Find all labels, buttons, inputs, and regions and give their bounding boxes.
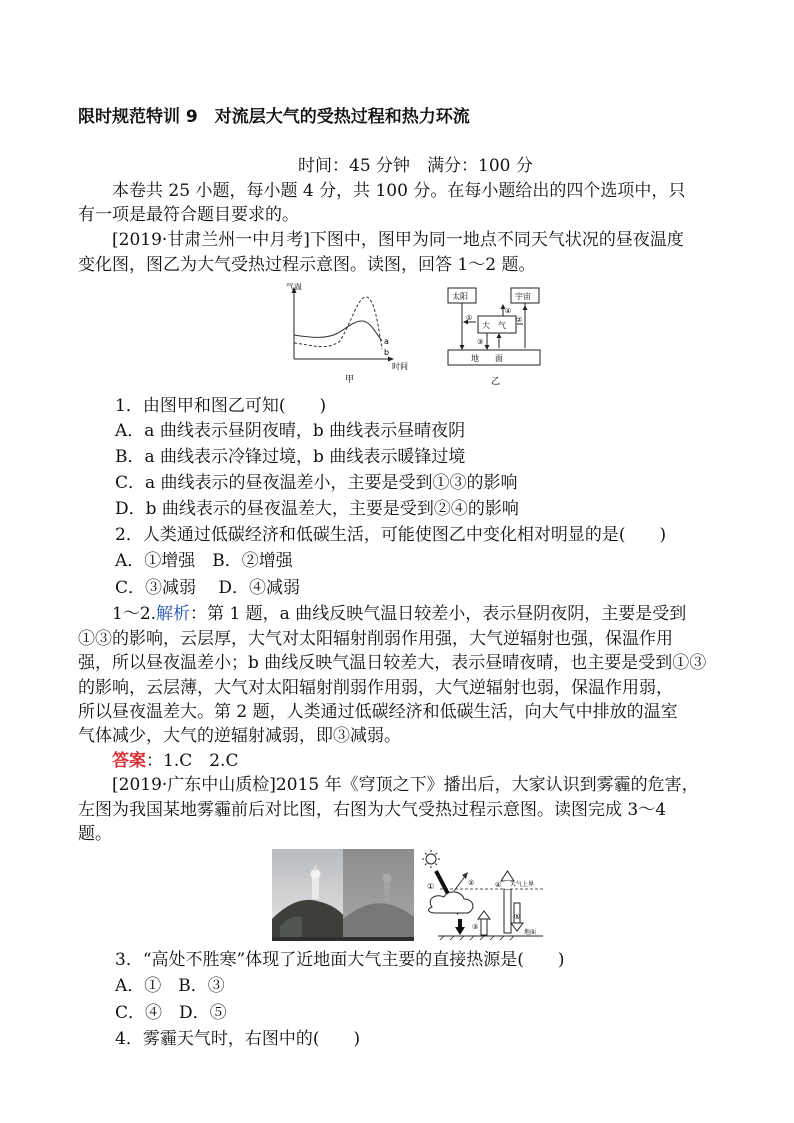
q1-stem: 1．由图甲和图乙可知( ): [115, 396, 327, 416]
q3-options-ab: A．① B．③: [115, 976, 225, 996]
analysis-text-1: ：第 1 题，a 曲线反映气温日较差小，表示昼阴夜阴，主要是受到: [190, 604, 687, 624]
arrow-head: [485, 345, 490, 350]
ground-label: 地 面: [471, 354, 503, 363]
curve-a-label: a: [384, 337, 389, 346]
smog-pagoda-dome: [383, 874, 392, 883]
arrow-4-neck: [505, 881, 511, 889]
analysis-line-5: 所以昼夜温差大。第 2 题，人类通过低碳经济和低碳生活，向大气中排放的温室: [78, 702, 678, 722]
ground-hatching: [440, 936, 514, 940]
arrow-head: [497, 333, 502, 338]
figure-yi-caption: 乙: [491, 377, 501, 387]
label-4: ④: [505, 307, 512, 315]
q2-options-ab: A．①增强 B．②增强: [115, 551, 293, 571]
intro-line-2: 有一项是最符合题目要求的。: [78, 205, 299, 225]
arrow-5-head: [511, 923, 523, 931]
sun-label: 太阳: [452, 292, 468, 301]
x-axis-arrow: [388, 357, 394, 362]
arrow-4-head: [501, 871, 514, 881]
analysis-label: 解析: [156, 604, 191, 624]
label-2: ②: [468, 879, 475, 887]
set2-context-line-1: [2019·广东中山质检]2015 年《穹顶之下》播出后，大家认识到雾霾的危害，: [112, 775, 699, 795]
atmosphere-label: 大 气: [482, 321, 506, 330]
label-5: ⑤: [514, 913, 521, 921]
upper-atmosphere-label: 大气上界: [510, 881, 535, 888]
q3-stem: 3．“高处不胜寒”体现了近地面大气主要的直接热源是( ): [115, 950, 565, 970]
q1-option-d: D．b 曲线表示的昼夜温差大，主要是受到②④的影响: [115, 499, 519, 519]
set2-context-line-2: 左图为我国某地雾霾前后对比图，右图为大气受热过程示意图。读图完成 3～4: [78, 800, 667, 820]
analysis-line-4: 的影响，云层薄，大气对太阳辐射削弱作用弱，大气逆辐射也弱，保温作用弱，: [78, 678, 673, 698]
axis-ylabel: 气温: [286, 283, 302, 291]
analysis-line-2: ①③的影响，云层厚，大气对太阳辐射削弱作用强，大气逆辐射也强，保温作用: [78, 629, 673, 649]
label-3: ③: [472, 923, 479, 931]
intro-line-1: 本卷共 25 小题，每小题 4 分，共 100 分。在每小题给出的四个选项中，只: [112, 181, 686, 201]
arrow-reflect-head: [462, 872, 468, 879]
curve-a: [294, 321, 382, 341]
ground-label: 地面: [524, 929, 537, 936]
arrow-head: [523, 305, 528, 310]
arrow-head: [460, 345, 465, 350]
arrow-4: [504, 889, 511, 933]
set1-context-line-1: [2019·甘肃兰州一中月考]下图中，图甲为同一地点不同天气状况的昼夜温度: [112, 230, 684, 250]
space-label: 宇宙: [515, 292, 531, 301]
arrow-down-ground-head: [455, 927, 465, 935]
q1-option-c: C．a 曲线表示的昼夜温差小，主要是受到①③的影响: [115, 473, 518, 493]
smog-comparison-photo: [272, 849, 414, 941]
cloud-icon: [429, 892, 473, 913]
figure-yi: [443, 284, 548, 388]
q1-option-a: A．a 曲线表示昼阴夜晴，b 曲线表示昼晴夜阴: [115, 421, 466, 441]
curve-b: [294, 297, 382, 349]
q2-options-cd: C．③减弱 D．④减弱: [115, 578, 301, 598]
analysis-prefix: 1～2.: [112, 604, 157, 624]
q2-stem: 2．人类通过低碳经济和低碳生活，可能使图乙中变化相对明显的是( ): [115, 525, 667, 545]
label-1: ①: [427, 882, 435, 891]
q4-stem: 4．雾霾天气时，右图中的( ): [115, 1029, 361, 1049]
answer-line: [112, 750, 238, 772]
label-2: ②: [516, 316, 523, 324]
set2-context-line-3: 题。: [78, 824, 112, 844]
exam-meta: 时间：45 分钟 满分：100 分: [298, 156, 533, 176]
axis-xlabel: 时间: [392, 362, 408, 371]
photo-bottom-edge: [272, 937, 414, 941]
figure-jia: [282, 283, 422, 388]
q3-options-cd: C．④ D．⑤: [115, 1003, 227, 1023]
figure-jia-caption: 甲: [345, 375, 355, 385]
arrow-3-shaft: [481, 919, 487, 935]
sun-icon: [422, 850, 440, 868]
analysis-line-6: 气体减少，大气的逆辐射减弱，即③减弱。: [78, 726, 401, 746]
analysis-line-1: [112, 603, 686, 625]
clear-pagoda-spire: [315, 865, 317, 871]
atmosphere-heating-diagram: [418, 849, 548, 941]
arrow-3-head: [478, 911, 490, 919]
label-3: ③: [477, 338, 484, 346]
page-title: 限时规范特训 9 对流层大气的受热过程和热力环流: [78, 107, 470, 127]
curve-b-label: b: [384, 348, 390, 357]
label-1: ①: [466, 314, 473, 322]
q1-option-b: B．a 曲线表示冷锋过境，b 曲线表示暖锋过境: [115, 447, 466, 467]
label-4: ④: [495, 881, 502, 889]
answer-text: ：1.C 2.C: [146, 751, 239, 771]
analysis-line-3: 强，所以昼夜温差小；b 曲线反映气温日较差大，表示昼晴夜晴，也主要是受到①③: [78, 653, 707, 673]
answer-label: 答案: [112, 751, 146, 771]
set1-context-line-2: 变化图，图乙为大气受热过程示意图。读图，回答 1～2 题。: [78, 255, 536, 275]
